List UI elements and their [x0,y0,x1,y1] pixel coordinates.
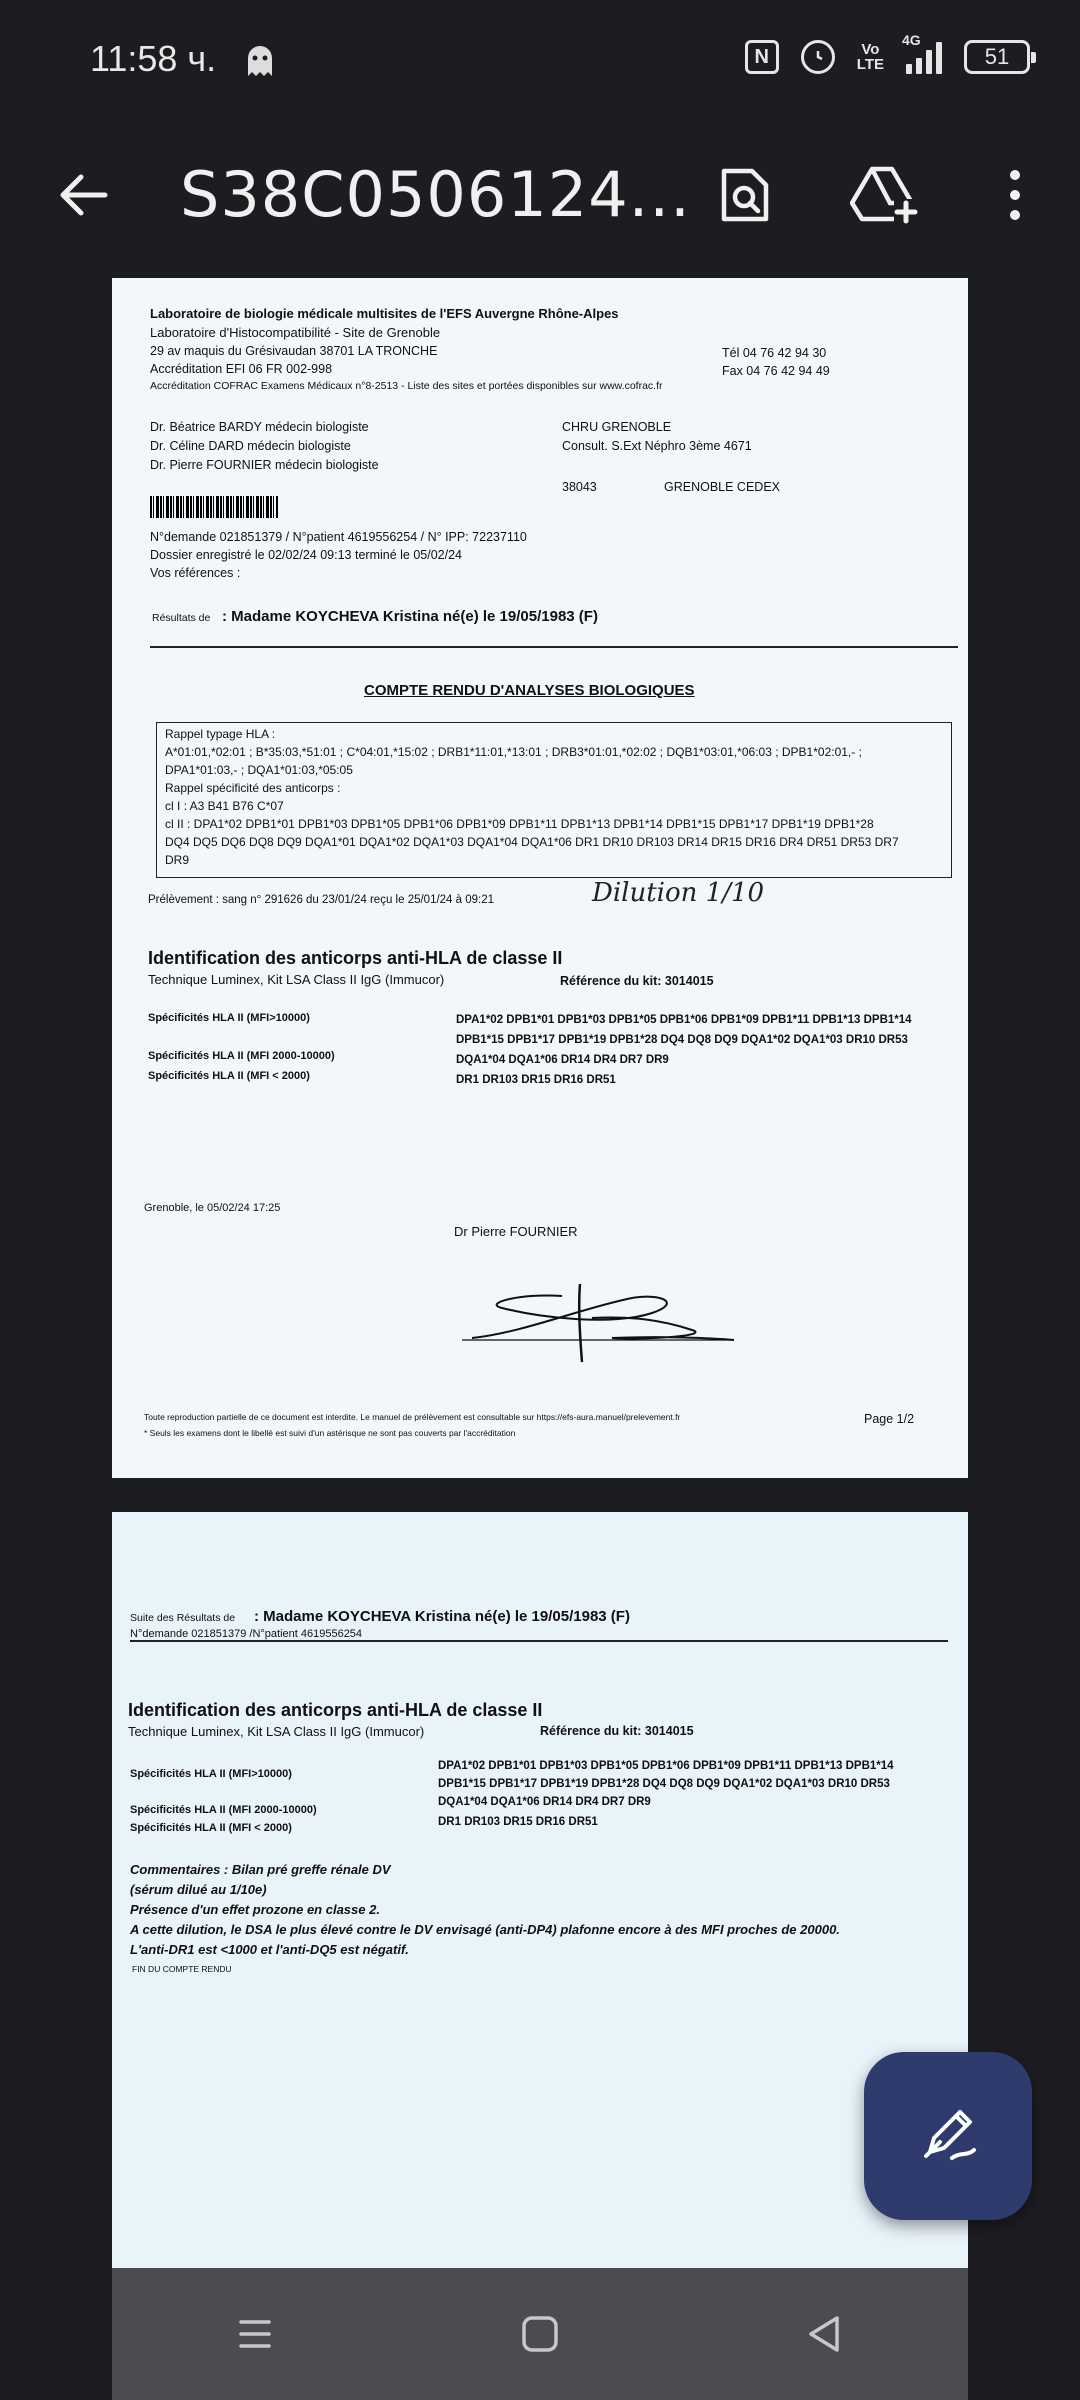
box-line-6: cl II : DPA1*02 DPB1*01 DPB1*03 DPB1*05 DPB1*06 DPB1*09 DPB1*11 DPB1*13 DPB1*14 DPB1*15 DPB1*17 DPB1*19 DPB1*28 [165,817,874,831]
doctor-2: Dr. Céline DARD médecin biologiste [150,439,351,453]
box-line-2: A*01:01,*02:01 ; B*35:03,*51:01 ; C*04:01,*15:02 ; DRB1*11:01,*13:01 ; DRB3*01:01,*02:02 ; DQB1*03:01,*06:03 ; DPB1*02:01,- ; [165,745,862,759]
status-bar [0,0,1080,120]
spec2-label-2: Spécificités HLA II (MFI 2000-10000) [130,1804,317,1816]
prelevement-line: Prélèvement : sang n° 291626 du 23/01/24 reçu le 25/01/24 à 09:21 [148,894,495,906]
back-arrow-icon[interactable] [48,160,118,230]
spec1-line1: DPA1*02 DPB1*01 DPB1*03 DPB1*05 DPB1*06 DPB1*09 DPB1*11 DPB1*13 DPB1*14 [456,1014,912,1026]
system-nav-bar [112,2268,968,2400]
box-line-7: DQ4 DQ5 DQ6 DQ8 DQ9 DQA1*01 DQA1*02 DQA1*03 DQA1*04 DQA1*06 DR1 DR10 DR103 DR14 DR15 DR16 DR4 DR51 DR53 DR7 [165,835,899,849]
more-vert-icon[interactable] [980,160,1050,230]
doc-search-icon[interactable] [710,160,780,230]
comment-4: A cette dilution, le DSA le plus élevé contre le DV envisagé (anti-DP4) plafonne encore à des MFI proches de 20000. [130,1922,840,1937]
technique: Technique Luminex, Kit LSA Class II IgG (Immucor) [148,972,445,987]
report-title: COMPTE RENDU D'ANALYSES BIOLOGIQUES [364,682,695,699]
drive-add-icon[interactable] [850,160,920,230]
recent-apps-icon[interactable] [210,2289,300,2379]
dossier-line: Dossier enregistré le 02/02/24 09:13 terminé le 05/02/24 [150,548,462,562]
results-prefix: Résultats de [152,612,211,624]
document-title: S38C0506124... [180,158,691,231]
ghost-icon [240,40,280,89]
recipient-1: CHRU GRENOBLE [562,420,672,434]
spec3-label: Spécificités HLA II (MFI < 2000) [148,1070,310,1082]
edit-fab-button[interactable] [864,2052,1032,2220]
status-time: 11:58 ч. [90,38,217,79]
comment-5: L'anti-DR1 est <1000 et l'anti-DQ5 est négatif. [130,1942,409,1957]
box-line-8: DR9 [165,853,190,867]
recipient-cp: 38043 [562,480,597,494]
divider [150,646,958,648]
lab-fax: Fax 04 76 42 94 49 [722,364,830,378]
spec3-value-2: DR1 DR103 DR15 DR16 DR51 [438,1816,598,1828]
comment-1: Commentaires : Bilan pré greffe rénale DV [130,1862,391,1877]
box-line-4: Rappel spécificité des anticorps : [165,781,341,795]
divider-2 [130,1640,948,1642]
section-title: Identification des anticorps anti-HLA de classe II [148,948,563,968]
box-line-1: Rappel typage HLA : [165,727,276,741]
hla-reminder-box [156,722,952,878]
spec1-line2: DPB1*15 DPB1*17 DPB1*19 DPB1*28 DQ4 DQ8 DQ9 DQA1*02 DQA1*03 DR10 DR53 [456,1034,908,1046]
barcode [150,496,278,518]
kit-ref-2: Référence du kit: 3014015 [540,1724,694,1738]
signal-icon [902,32,942,74]
section-title-2: Identification des anticorps anti-HLA de classe II [128,1700,543,1720]
home-icon[interactable] [495,2289,585,2379]
spec2-value-2: DQA1*04 DQA1*06 DR14 DR4 DR7 DR9 [438,1796,651,1808]
technique-2: Technique Luminex, Kit LSA Class II IgG (Immucor) [128,1724,425,1739]
nfc-icon: N [745,40,779,74]
spec1-label: Spécificités HLA II (MFI>10000) [148,1012,310,1024]
doctor-3: Dr. Pierre FOURNIER médecin biologiste [150,458,379,472]
signature-image [462,1278,742,1368]
volte-icon: Vo LTE [856,41,884,73]
document-page-2[interactable] [112,1512,968,2268]
suite-prefix: Suite des Résultats de [130,1612,236,1624]
handwritten-note: Dilution 1/10 [592,878,765,908]
footer-2: * Seuls les examens dont le libellé est suivi d'un astérisque ne sont pas couverts par l'accréditation [144,1428,516,1438]
battery-level: 51 [984,44,1010,69]
page-number: Page 1/2 [864,1412,915,1426]
document-page-1[interactable] [112,278,968,1478]
lab-name: Laboratoire de biologie médicale multisites de l'EFS Auvergne Rhône-Alpes [150,306,619,321]
back-icon[interactable] [780,2289,870,2379]
lab-cofrac: Accréditation COFRAC Examens Médicaux n°8-2513 - Liste des sites et portées disponibles sur www.cofrac.fr [150,380,663,392]
signer: Dr Pierre FOURNIER [454,1224,578,1239]
patient-line: : Madame KOYCHEVA Kristina né(e) le 19/05/1983 (F) [222,608,598,625]
app-bar [0,130,1080,260]
network-label: 4G [902,32,921,48]
refs-line: Vos références : [150,566,241,580]
lab-address: 29 av maquis du Grésivaudan 38701 LA TRONCHE [150,344,438,358]
spec1-line1-2: DPA1*02 DPB1*01 DPB1*03 DPB1*05 DPB1*06 DPB1*09 DPB1*11 DPB1*13 DPB1*14 [438,1760,894,1772]
patient-line-2: : Madame KOYCHEVA Kristina né(e) le 19/05/1983 (F) [254,1608,630,1625]
box-line-5: cl I : A3 B41 B76 C*07 [165,799,284,813]
lab-tel: Tél 04 76 42 94 30 [722,346,827,360]
recipient-city: GRENOBLE CEDEX [664,480,781,494]
spec1-line2-2: DPB1*15 DPB1*17 DPB1*19 DPB1*28 DQ4 DQ8 DQ9 DQA1*02 DQA1*03 DR10 DR53 [438,1778,890,1790]
recipient-2: Consult. S.Ext Néphro 3ème 4671 [562,439,752,453]
spec2-label: Spécificités HLA II (MFI 2000-10000) [148,1050,335,1062]
doctor-1: Dr. Béatrice BARDY médecin biologiste [150,420,369,434]
comment-3: Présence d'un effet prozone en classe 2. [130,1902,380,1917]
comment-2: (sérum dilué au 1/10e) [130,1882,267,1897]
alarm-icon [801,40,835,74]
edit-pen-icon [916,2102,980,2171]
lab-accreditation: Accréditation EFI 06 FR 002-998 [150,362,333,376]
demande-line-2: N°demande 021851379 /N°patient 4619556254 [130,1628,363,1640]
place-date: Grenoble, le 05/02/24 17:25 [144,1202,281,1214]
battery-icon [964,40,1030,74]
kit-ref: Référence du kit: 3014015 [560,974,714,988]
spec2-value: DQA1*04 DQA1*06 DR14 DR4 DR7 DR9 [456,1054,669,1066]
spec1-label-2: Spécificités HLA II (MFI>10000) [130,1768,292,1780]
demande-line: N°demande 021851379 / N°patient 4619556254 / N° IPP: 72237110 [150,530,527,544]
lab-sub: Laboratoire d'Histocompatibilité - Site de Grenoble [150,325,441,340]
box-line-3: DPA1*01:03,- ; DQA1*01:03,*05:05 [165,763,353,777]
end-of-report: FIN DU COMPTE RENDU [132,1964,232,1974]
spec3-value: DR1 DR103 DR15 DR16 DR51 [456,1074,616,1086]
spec3-label-2: Spécificités HLA II (MFI < 2000) [130,1822,292,1834]
footer-1: Toute reproduction partielle de ce document est interdite. Le manuel de prélèvement est consultable sur https://efs-aura.manuel/prelevement.fr [144,1412,681,1422]
